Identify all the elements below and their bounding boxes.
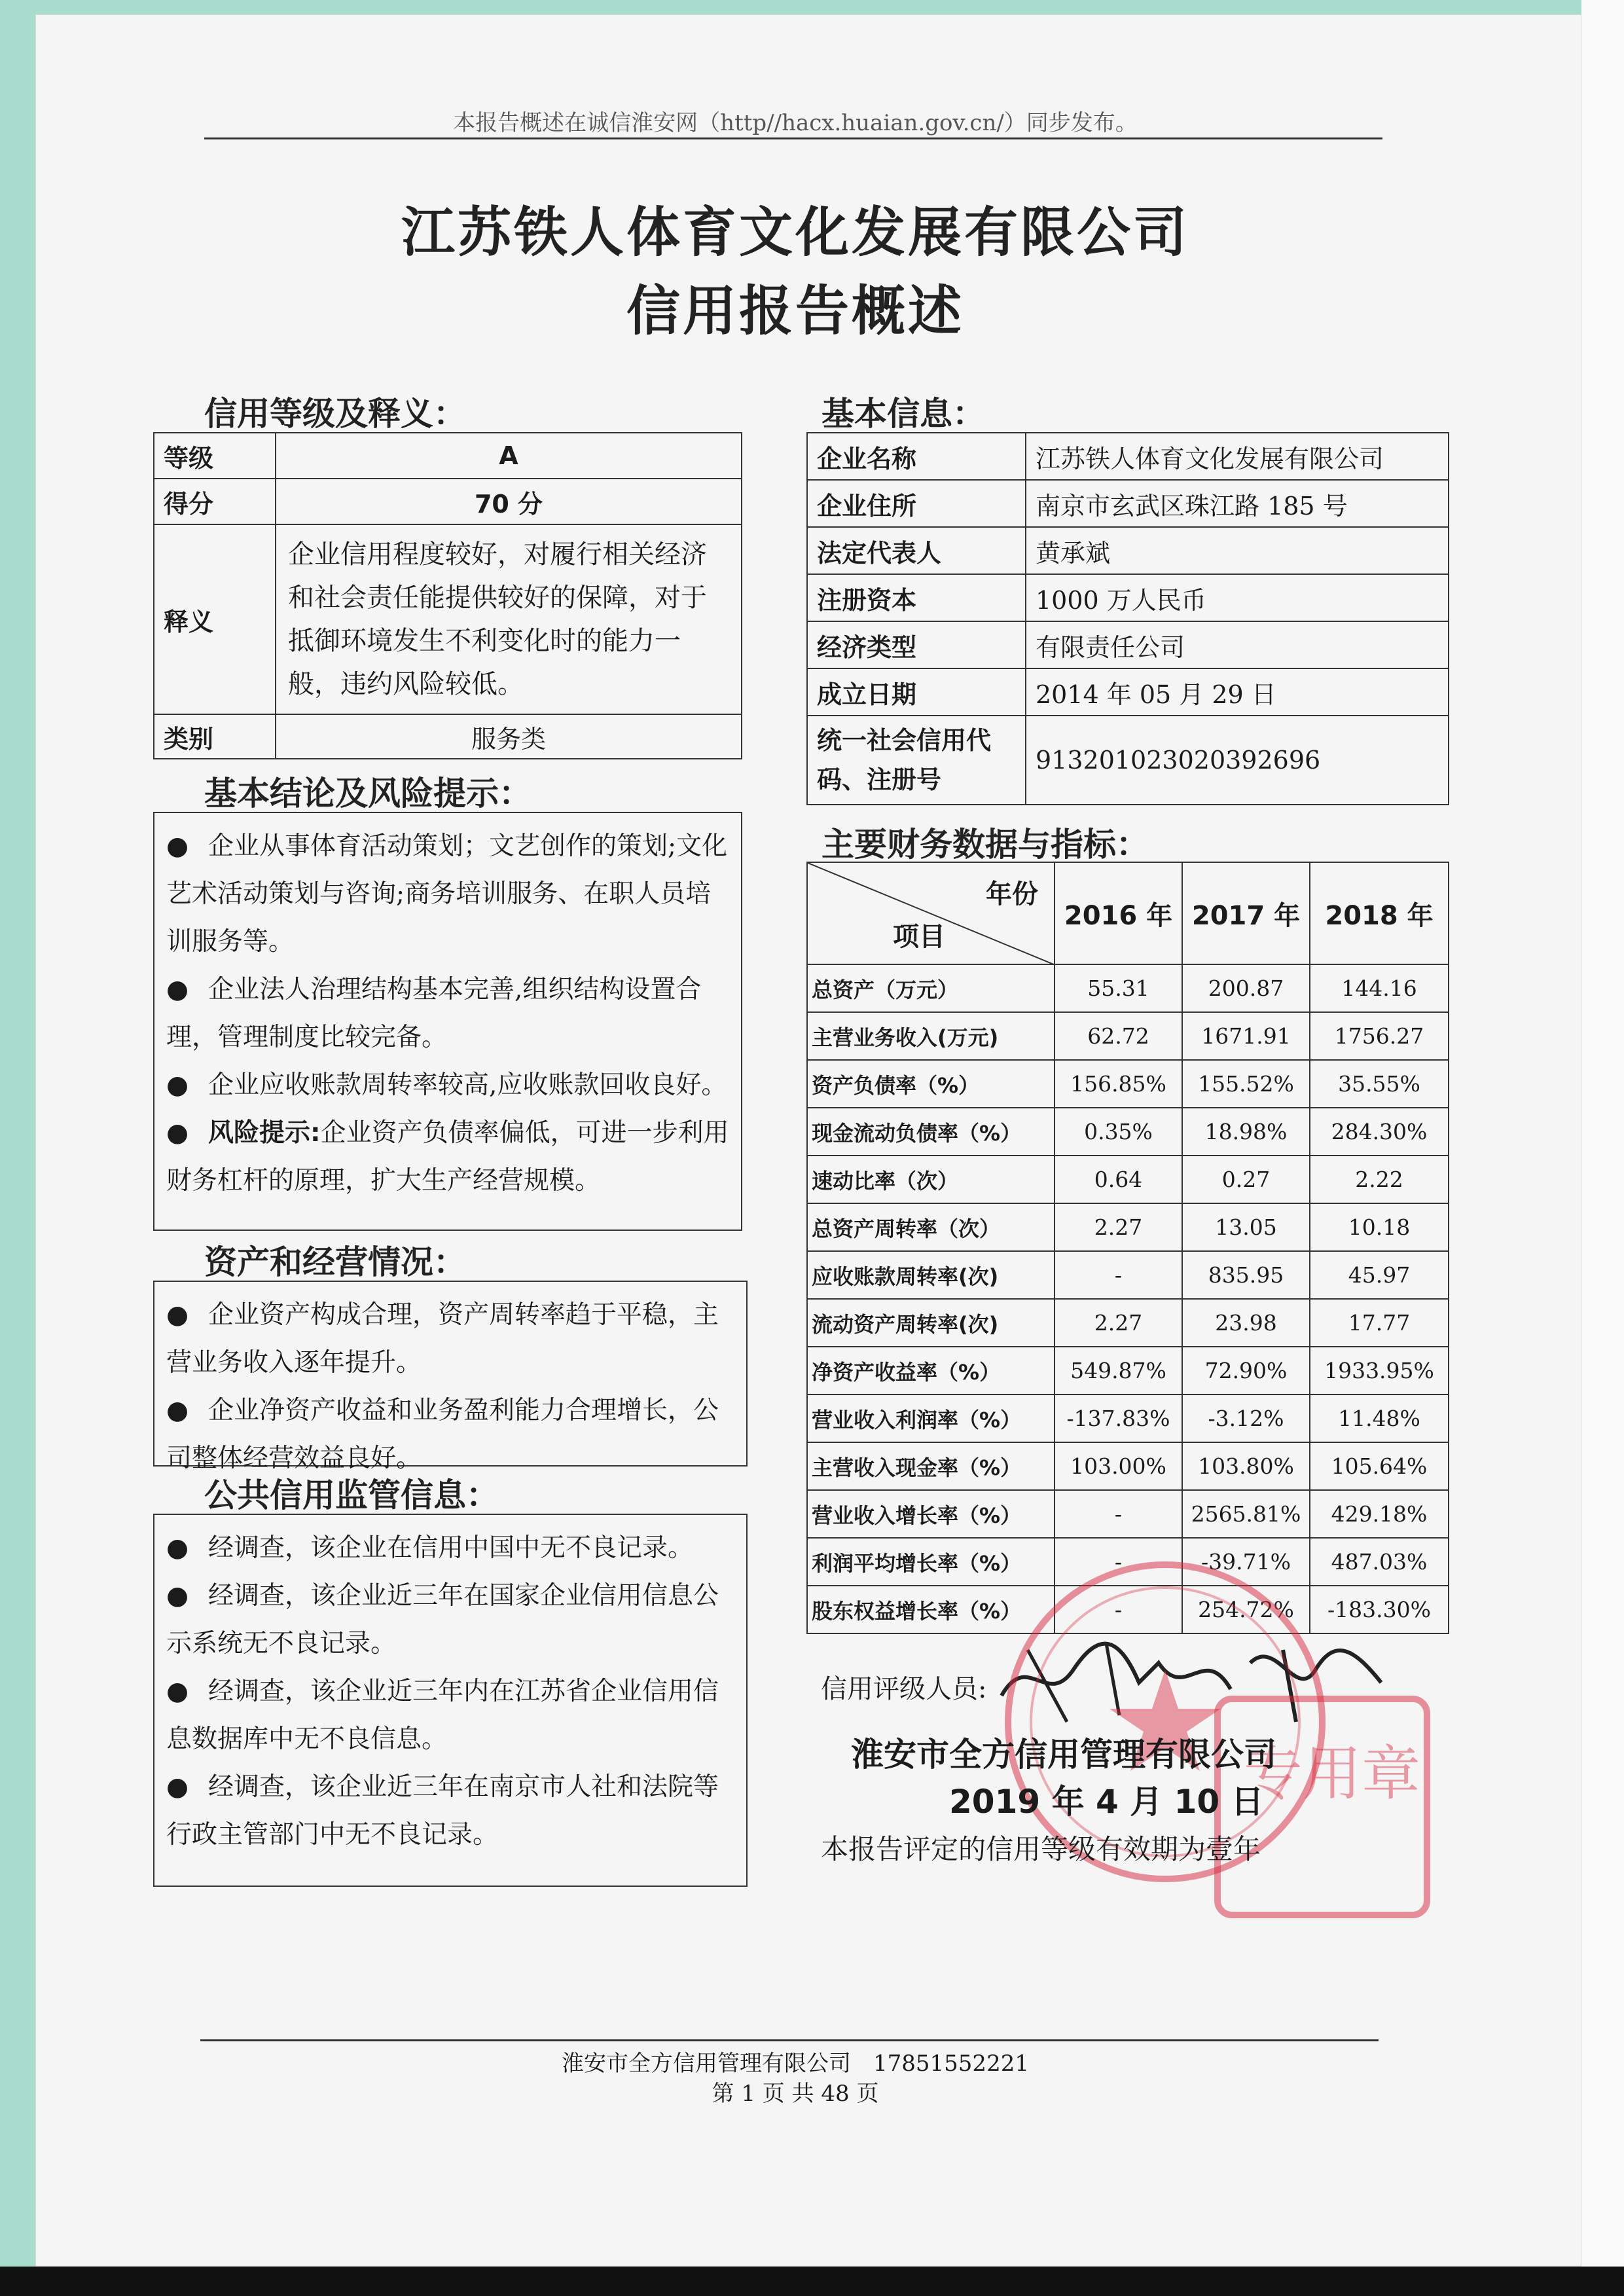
- finance-value-cell: 155.52%: [1182, 1060, 1310, 1108]
- finance-value-cell: 284.30%: [1310, 1108, 1449, 1156]
- conclusion-item: ● 企业应收账款周转率较高,应收账款回收良好。: [166, 1070, 727, 1100]
- finance-value-cell: 72.90%: [1182, 1347, 1310, 1394]
- finance-value-cell: 18.98%: [1182, 1108, 1310, 1156]
- finance-item-label: 速动比率（次）: [807, 1156, 1055, 1203]
- finance-item-label: 营业收入增长率（%）: [807, 1490, 1055, 1538]
- finance-value-cell: 200.87: [1182, 964, 1310, 1012]
- finance-value-cell: 835.95: [1182, 1251, 1310, 1299]
- supervision-item: ● 经调查，该企业在信用中国中无不良记录。: [166, 1533, 694, 1563]
- finance-value-cell: -3.12%: [1182, 1394, 1310, 1442]
- info-row-credit-code: 统一社会信用代码、注册号 913201023020392696: [807, 716, 1449, 805]
- credit-row-grade: [154, 433, 742, 479]
- basic-info-table: [806, 432, 1449, 805]
- finance-item-label: 总资产（万元）: [807, 964, 1055, 1012]
- finance-value-cell: -: [1055, 1538, 1182, 1586]
- finance-value-cell: 11.48%: [1310, 1394, 1449, 1442]
- finance-row: [807, 1203, 1449, 1251]
- rater-label: 信用评级人员:: [821, 1674, 987, 1704]
- credit-row-score: [154, 479, 742, 524]
- issue-date: 2019 年 4 月 10 日: [949, 1783, 1264, 1821]
- finance-value-cell: -: [1055, 1586, 1182, 1633]
- finance-value-cell: -: [1055, 1490, 1182, 1538]
- finance-item-label: 净资产收益率（%）: [807, 1347, 1055, 1394]
- supervision-box: [153, 1514, 748, 1887]
- company-name-value: 江苏铁人体育文化发展有限公司: [1026, 433, 1449, 480]
- category-value: 服务类: [276, 714, 742, 759]
- finance-value-cell: 105.64%: [1310, 1442, 1449, 1490]
- finance-section-title: 主要财务数据与指标：: [821, 826, 1149, 864]
- finance-value-cell: 156.85%: [1055, 1060, 1182, 1108]
- finance-value-cell: 1756.27: [1310, 1012, 1449, 1060]
- credit-table: [153, 432, 742, 759]
- finance-item-label: 主营业务收入(万元): [807, 1012, 1055, 1060]
- operation-section-title: 资产和经营情况：: [204, 1243, 466, 1281]
- finance-value-cell: 1671.91: [1182, 1012, 1310, 1060]
- supervision-item: ● 经调查，该企业近三年内在江苏省企业信用信息数据库中无不良信息。: [166, 1677, 719, 1754]
- finance-value-cell: 13.05: [1182, 1203, 1310, 1251]
- finance-item-label: 营业收入利润率（%）: [807, 1394, 1055, 1442]
- finance-value-cell: 2.27: [1055, 1203, 1182, 1251]
- address-value: 南京市玄武区珠江路 185 号: [1026, 480, 1449, 527]
- finance-item-label: 股东权益增长率（%）: [807, 1586, 1055, 1633]
- finance-value-cell: 103.80%: [1182, 1442, 1310, 1490]
- supervision-section-title: 公共信用监管信息：: [204, 1476, 499, 1514]
- finance-value-cell: -: [1055, 1251, 1182, 1299]
- footer-rule: [200, 2039, 1379, 2041]
- finance-item-label: 资产负债率（%）: [807, 1060, 1055, 1108]
- finance-item-label: 现金流动负债率（%）: [807, 1108, 1055, 1156]
- finance-value-cell: 144.16: [1310, 964, 1449, 1012]
- score-value: 70 分: [276, 479, 742, 524]
- finance-item-label: 应收账款周转率(次): [807, 1251, 1055, 1299]
- credit-row-category: [154, 714, 742, 759]
- year-2016: 2016 年: [1055, 862, 1182, 964]
- finance-row: [807, 1490, 1449, 1538]
- finance-value-cell: 1933.95%: [1310, 1347, 1449, 1394]
- conclusion-section-title: 基本结论及风险提示：: [204, 774, 532, 812]
- finance-header-row: [807, 862, 1449, 964]
- finance-corner-cell: 年份 项目: [807, 862, 1055, 964]
- capital-value: 1000 万人民币: [1026, 574, 1449, 621]
- finance-row: [807, 1108, 1449, 1156]
- supervision-item: ● 经调查，该企业近三年在国家企业信用信息公示系统无不良记录。: [166, 1581, 719, 1658]
- finance-item-label: 主营收入现金率（%）: [807, 1442, 1055, 1490]
- finance-value-cell: 0.35%: [1055, 1108, 1182, 1156]
- info-row-founded: 成立日期 2014 年 05 月 29 日: [807, 668, 1449, 716]
- footer-page-number: 第 1 页 共 48 页: [712, 2081, 879, 2107]
- meaning-label: 释义: [154, 524, 276, 714]
- operation-box: [153, 1281, 748, 1473]
- info-row-representative: 法定代表人 黄承斌: [807, 527, 1449, 574]
- report-title-subtitle: 信用报告概述: [626, 280, 964, 342]
- info-row-type: 经济类型 有限责任公司: [807, 621, 1449, 668]
- founded-value: 2014 年 05 月 29 日: [1026, 668, 1449, 716]
- info-row-name: 企业名称 江苏铁人体育文化发展有限公司: [807, 433, 1449, 480]
- supervision-item: ● 经调查，该企业近三年在南京市人社和法院等行政主管部门中无不良记录。: [166, 1772, 719, 1850]
- meaning-value: 企业信用程度较好，对履行相关经济和社会责任能提供较好的保障，对于抵御环境发生不利变化时的能力一般，违约风险较低。: [276, 524, 742, 714]
- basic-info-section-title: 基本信息：: [821, 395, 985, 433]
- grade-value: A: [276, 433, 742, 479]
- header-rule: [204, 137, 1382, 139]
- conclusion-item: ● 企业法人治理结构基本完善,组织结构设置合理，管理制度比较完备。: [166, 975, 702, 1052]
- finance-value-cell: 2.27: [1055, 1299, 1182, 1347]
- footer-company: 淮安市全方信用管理有限公司 17851552221: [562, 2050, 1029, 2077]
- year-2018: 2018 年: [1310, 862, 1449, 964]
- finance-row: [807, 1394, 1449, 1442]
- type-value: 有限责任公司: [1026, 621, 1449, 668]
- validity-note: 本报告评定的信用等级有效期为壹年: [821, 1833, 1261, 1865]
- info-row-capital: 注册资本 1000 万人民币: [807, 574, 1449, 621]
- scan-edge-bottom: [0, 2267, 1624, 2296]
- finance-value-cell: 35.55%: [1310, 1060, 1449, 1108]
- finance-value-cell: 2565.81%: [1182, 1490, 1310, 1538]
- credit-section-title: 信用等级及释义：: [204, 395, 466, 433]
- finance-item-label: 利润平均增长率（%）: [807, 1538, 1055, 1586]
- operation-item: ● 企业资产构成合理，资产周转率趋于平稳，主营业务收入逐年提升。: [166, 1300, 719, 1377]
- header-note: 本报告概述在诚信淮安网（http//hacx.huaian.gov.cn/）同步发布。: [453, 110, 1138, 136]
- finance-value-cell: -137.83%: [1055, 1394, 1182, 1442]
- scan-edge-right: [1581, 0, 1624, 2267]
- issuer-name: 淮安市全方信用管理有限公司: [851, 1736, 1276, 1774]
- finance-value-cell: -183.30%: [1310, 1586, 1449, 1633]
- finance-row: [807, 1012, 1449, 1060]
- finance-value-cell: 549.87%: [1055, 1347, 1182, 1394]
- finance-value-cell: 23.98: [1182, 1299, 1310, 1347]
- operation-item: ● 企业净资产收益和业务盈利能力合理增长，公司整体经营效益良好。: [166, 1396, 719, 1473]
- report-title-company: 江苏铁人体育文化发展有限公司: [401, 202, 1189, 264]
- finance-row: [807, 1347, 1449, 1394]
- finance-value-cell: 0.64: [1055, 1156, 1182, 1203]
- finance-row: [807, 964, 1449, 1012]
- representative-value: 黄承斌: [1026, 527, 1449, 574]
- finance-row: [807, 1442, 1449, 1490]
- credit-row-meaning: [154, 524, 742, 714]
- conclusion-item-risk: ● 风险提示:企业资产负债率偏低，可进一步利用财务杠杆的原理，扩大生产经营规模。: [166, 1118, 729, 1195]
- finance-row: [807, 1156, 1449, 1203]
- category-label: 类别: [154, 714, 276, 759]
- finance-value-cell: 429.18%: [1310, 1490, 1449, 1538]
- year-2017: 2017 年: [1182, 862, 1310, 964]
- finance-value-cell: 487.03%: [1310, 1538, 1449, 1586]
- finance-row: [807, 1060, 1449, 1108]
- finance-row: [807, 1299, 1449, 1347]
- finance-value-cell: 62.72: [1055, 1012, 1182, 1060]
- finance-value-cell: 254.72%: [1182, 1586, 1310, 1633]
- conclusion-box: [153, 812, 742, 1231]
- finance-value-cell: 0.27: [1182, 1156, 1310, 1203]
- finance-value-cell: -39.71%: [1182, 1538, 1310, 1586]
- finance-value-cell: 17.77: [1310, 1299, 1449, 1347]
- info-row-address: 企业住所 南京市玄武区珠江路 185 号: [807, 480, 1449, 527]
- finance-item-label: 总资产周转率（次）: [807, 1203, 1055, 1251]
- finance-item-label: 流动资产周转率(次): [807, 1299, 1055, 1347]
- conclusion-item: ● 企业从事体育活动策划；文艺创作的策划;文化艺术活动策划与咨询;商务培训服务、在职人员培训服务等。: [166, 831, 728, 957]
- finance-value-cell: 2.22: [1310, 1156, 1449, 1203]
- finance-table: [806, 862, 1449, 1634]
- credit-code-value: 913201023020392696: [1026, 716, 1449, 805]
- grade-label: 等级: [154, 433, 276, 479]
- svg-text:专用章: 专用章: [1244, 1740, 1420, 1808]
- finance-value-cell: 45.97: [1310, 1251, 1449, 1299]
- score-label: 得分: [154, 479, 276, 524]
- finance-value-cell: 10.18: [1310, 1203, 1449, 1251]
- finance-value-cell: 55.31: [1055, 964, 1182, 1012]
- finance-value-cell: 103.00%: [1055, 1442, 1182, 1490]
- finance-row: [807, 1251, 1449, 1299]
